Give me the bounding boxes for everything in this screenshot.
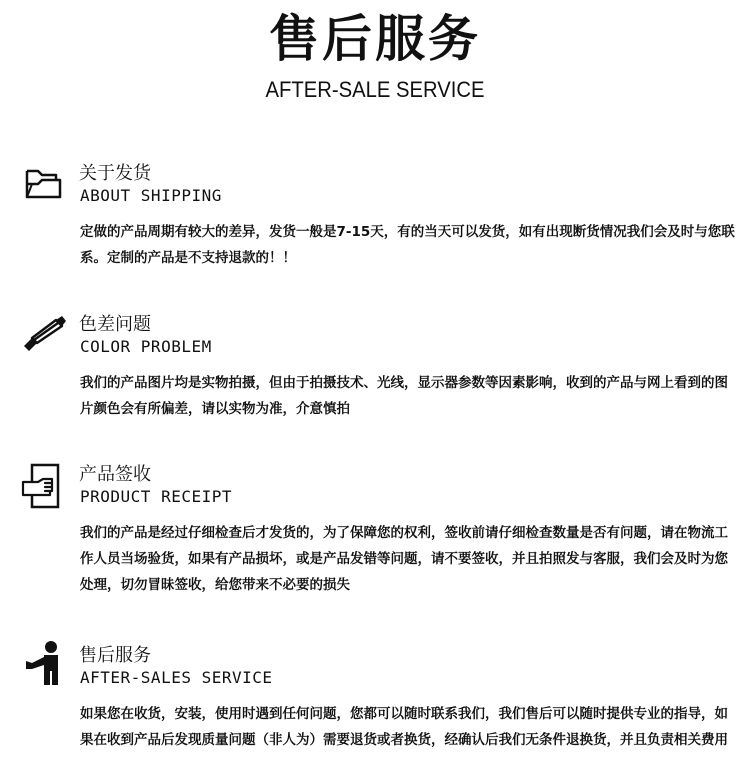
hand-receipt-icon — [18, 462, 68, 512]
section-title-en: PRODUCT RECEIPT — [80, 487, 232, 506]
section-title-en: AFTER-SALES SERVICE — [80, 668, 273, 687]
section-title-en: COLOR PROBLEM — [80, 337, 212, 356]
section-title-zh: 关于发货 — [79, 163, 151, 184]
section-body: 我们的产品是经过仔细检查后才发货的，为了保障您的权利，签收前请仔细检查数量是否有问题，请在物流工作人员当场验货，如果有产品损坏，或是产品发错等问题，请不要签收，并且拍照发与客服，我们会及时为您处理，切勿冒昧签收，给您带来不必要的损失 — [80, 525, 728, 593]
section-body: 我们的产品图片均是实物拍摄，但由于拍摄技术、光线，显示器参数等因素影响，收到的产品与网上看到的图片颜色会有所偏差，请以实物为准，介意慎拍 — [80, 375, 728, 417]
folder-icon — [18, 163, 68, 213]
section-title-zh: 产品签收 — [79, 464, 151, 485]
section-body: 定做的产品周期有较大的差异，发货一般是7-15天，有的当天可以发货，如有出现断货情况我们会及时与您联系。定制的产品是不支持退款的！！ — [80, 224, 735, 266]
section-after-sales — [0, 645, 750, 781]
section-title-zh: 色差问题 — [79, 314, 151, 335]
section-title-zh: 售后服务 — [79, 645, 151, 666]
section-body: 如果您在收货，安装，使用时遇到任何问题，您都可以随时联系我们，我们售后可以随时提供专业的指导，如果在收到产品后发现质量问题（非人为）需要退货或者换货，经确认后我们无条件退换货，并且负责相关费用 — [80, 706, 728, 748]
section-title-en: ABOUT SHIPPING — [80, 186, 222, 205]
page-subtitle: AFTER-SALE SERVICE — [265, 77, 485, 102]
person-service-icon — [18, 639, 68, 689]
section-color — [0, 314, 750, 424]
section-receipt — [0, 464, 750, 604]
section-shipping — [0, 163, 750, 273]
page-title: 售后服务 — [269, 10, 481, 68]
paint-tube-icon — [18, 312, 68, 362]
